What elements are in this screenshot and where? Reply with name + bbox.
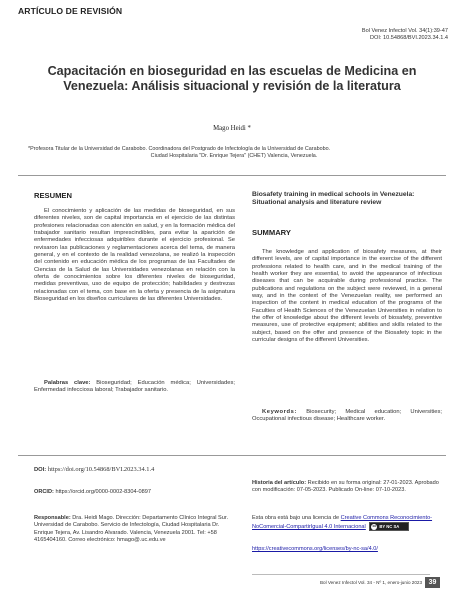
footer-divider bbox=[252, 574, 430, 575]
divider-bottom bbox=[18, 455, 446, 456]
resumen-heading: RESUMEN bbox=[34, 191, 72, 200]
keywords-label: Keywords: bbox=[262, 409, 298, 415]
license-url-line bbox=[252, 546, 378, 552]
resumen-text bbox=[34, 208, 235, 303]
license-block bbox=[252, 515, 442, 532]
responsible-label: Responsable: bbox=[34, 515, 71, 521]
license-link[interactable]: Creative Commons Reconocimiento-NoComercial-CompartirIgual 4.0 Internacional bbox=[252, 515, 433, 531]
article-title: Capacitación en bioseguridad en las escuelas de Medicina en Venezuela: Análisis situacional y revisión de la literatura bbox=[47, 64, 417, 94]
divider-top bbox=[18, 175, 446, 176]
page-number: 39 bbox=[425, 577, 440, 588]
palabras-clave bbox=[34, 380, 235, 395]
article-history bbox=[252, 480, 442, 495]
orcid-label: ORCID: bbox=[34, 489, 54, 495]
orcid-line bbox=[34, 489, 151, 495]
palabras-clave-label: Palabras clave: bbox=[44, 380, 91, 386]
keywords bbox=[252, 409, 442, 424]
author-name: Mago Heidi * bbox=[213, 125, 251, 132]
doi-label: DOI: bbox=[34, 467, 47, 473]
summary-body: The knowledge and application of biosafety measures, at their different levels, are of capital importance in the exercise of the different professions related to health care, and in the medical training of the health worker they are essential, to avoid the appearance of infectious diseases that can be acquirable during professional practice. The publications and regulations on the subject were reviewed, in a general way, and in the context of the Venezuelan reality, we performed an inspection of the content in medical education of the programs of the Faculties of Health Sciences of the Venezuelan Universities in relation to the offer of knowledge about the different levels of biosafety, preventive measures, use of protective equipment; abilities and skills related to the subject, based on the offer and presence of the Biosafety topic in the curricular designs of the different Universities. bbox=[252, 249, 442, 344]
responsible-block bbox=[34, 515, 239, 544]
journal-citation: Bol Venez Infectol Vol. 34(1):39-47 bbox=[361, 28, 448, 34]
journal-info bbox=[362, 28, 448, 42]
license-text: Esta obra está bajo una licencia de bbox=[252, 515, 340, 521]
resumen-body: El conocimiento y aplicación de las medidas de bioseguridad, en sus diferentes niveles, son de capital importancia en el ejercicio de las distintas profesiones relacionadas con atención en salud, y en la formación médica del trabajador sanitario resultan imprescindibles, para evitar la aparición de enfermedades infecciosas adquiribles durante el ejercicio profesional. Se revisaron las publicaciones y reglamentaciones acerca del tema, de manera general, y en el contexto de la realidad venezolana, se realizó la inspección del contenido en educación médica de los programas de las Facultades de Ciencias de la Salud de las Universidades venezolanas en relación con la oferta de conocimientos sobre los diferentes niveles de bioseguridad, medidas preventivas, uso de equipo de protección; habilidades y destrezas relacionadas con el tema, con base en la oferta y presencia de la asignatura Bioseguridad en los diseños curriculares de las diferentes Universidades. bbox=[34, 208, 235, 303]
summary-text bbox=[252, 249, 442, 344]
palabras-clave-text: Bioseguridad; Educación médica; Universidades; Enfermedad infecciosa laboral; Trabajador sanitario. bbox=[34, 380, 235, 394]
affiliation-line-2: Ciudad Hospitalaria "Dr. Enrique Tejera" (CHET) Valencia, Venezuela. bbox=[150, 153, 318, 160]
summary-heading: SUMMARY bbox=[252, 228, 291, 237]
history-label: Historia del artículo: bbox=[252, 480, 307, 486]
responsible-text: Dra. Heidi Mago. Dirección: Departamento Clínico Integral Sur. Universidad de Carabobo. Servicio de Infectología, Ciudad Hospitalaria Dr. Enrique Tejera, Av. Lisandro Alvarado. Valencia, Venezuela 2001. Tel: +58 4165404160. Correo electrónico: hmago@.uc.edu.ve bbox=[34, 515, 229, 543]
section-tag: ARTÍCULO DE REVISIÓN bbox=[18, 6, 123, 16]
affiliation-line-1: *Profesora Titular de la Universidad de Carabobo. Coordinadora del Postgrado de Infectología de la Universidad de Carabobo. bbox=[28, 146, 331, 152]
cc-license-badge-icon[interactable] bbox=[369, 522, 409, 531]
english-title: Biosafety training in medical schools in Venezuela: Situational analysis and literature review bbox=[252, 191, 415, 207]
history-text: Recibido en su forma original: 27-01-2023. Aprobado con modificación: 07-05-2023. Publicado On-line: 07-10-2023. bbox=[252, 480, 439, 494]
doi-link[interactable]: https://doi.org/10.54868/BVI.2023.34.1.4 bbox=[47, 466, 155, 473]
cc-badge-text: BY NC SA bbox=[379, 524, 400, 530]
keywords-text: Biosecurity; Medical education; Universities; Occupational infectious disease; Healthcare worker. bbox=[252, 409, 442, 423]
cc-circle-icon: cc bbox=[372, 524, 377, 529]
footer-citation: Bol Venez Infectol Vol. 34 - Nº 1, enero-junio 2023 bbox=[319, 580, 422, 585]
journal-doi: DOI: 10.54868/BVI.2023.34.1.4 bbox=[369, 35, 448, 42]
author-affiliation bbox=[28, 146, 440, 160]
license-url[interactable]: https://creativecommons.org/licenses/by-nc-sa/4.0/ bbox=[252, 546, 378, 552]
orcid-link[interactable]: https://orcid.org/0000-0002-8304-0897 bbox=[55, 489, 151, 495]
doi-line bbox=[34, 466, 154, 473]
